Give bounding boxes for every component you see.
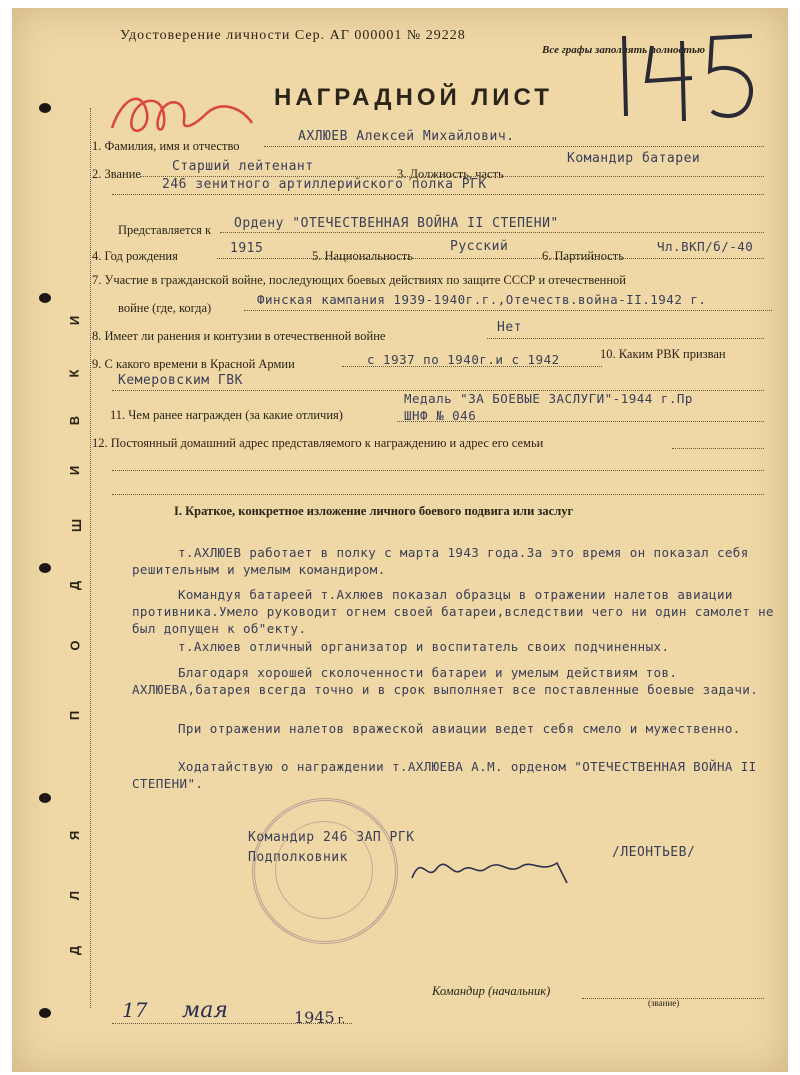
- field-4-label: 4. Год рождения: [92, 249, 178, 263]
- signer-name: /ЛЕОНТЬЕВ/: [612, 845, 696, 860]
- narrative-paragraph: Ходатайствую о награждении т.АХЛЮЕВА А.М. орденом "ОТЕЧЕСТВЕННАЯ ВОЙНА II СТЕПЕНИ".: [132, 759, 757, 791]
- date-day: 17: [122, 998, 148, 1022]
- field-3-value-2: 246 зенитного артиллерийского полка РГК: [162, 177, 487, 192]
- field-line: [342, 366, 602, 367]
- field-line: [112, 470, 764, 471]
- side-letter: И: [67, 465, 83, 476]
- narrative-paragraph: т.Ахлюев отличный организатор и воспитатель своих подчиненных.: [178, 639, 670, 654]
- certificate-line: Удостоверение личности Сер. АГ 000001 № 29228: [120, 28, 466, 43]
- side-letter: В: [67, 415, 83, 426]
- field-11-value-2: ШНФ № 046: [404, 408, 477, 423]
- field-7-value: Финская кампания 1939-1940г.г.,Отечеств.война-II.1942 г.: [257, 292, 707, 307]
- field-7-label-2: войне (где, когда): [118, 301, 212, 315]
- field-9-value: с 1937 по 1940г.и с 1942: [367, 352, 560, 367]
- field-line: [220, 232, 764, 233]
- field-line: [244, 310, 772, 311]
- round-seal: [252, 798, 398, 944]
- field-line: [217, 258, 764, 259]
- binding-hole: [39, 563, 51, 573]
- field-3-label: 3. Должность, часть: [397, 167, 504, 181]
- field-5-label: 5. Национальность: [312, 249, 413, 263]
- field-11-label: 11. Чем ранее награжден (за какие отличия): [110, 408, 343, 422]
- narrative-paragraph: Командуя батареей т.Ахлюев показал образцы в отражении налетов авиации противника.Умело руководит огнем своей батареи,вследствии чего ни один самолет не был допущен к об"екту.: [132, 587, 774, 636]
- signer-position: Командир 246 ЗАП РГК: [248, 830, 415, 845]
- side-letter: П: [67, 710, 83, 721]
- date-year: 1945: [294, 1008, 335, 1027]
- field-6-label: 6. Партийность: [542, 249, 624, 263]
- fill-note: Все графы заполнять полностью: [542, 44, 706, 56]
- side-letter: К: [66, 369, 82, 378]
- date-month: мая: [182, 998, 228, 1023]
- date-suffix: г.: [338, 1012, 345, 1026]
- field-8-value: Нет: [497, 320, 522, 335]
- binding-hole: [39, 293, 51, 303]
- field-line: [112, 194, 764, 195]
- field-line: [487, 338, 764, 339]
- handwritten-number: [612, 26, 772, 126]
- side-letter: О: [67, 640, 83, 651]
- narrative-paragraph: При отражении налетов вражеской авиации ведет себя смело и мужественно.: [178, 721, 741, 736]
- field-line: [672, 448, 764, 449]
- date-line: [112, 1023, 352, 1024]
- side-letter: Д: [67, 945, 83, 956]
- field-4-value: 1915: [230, 241, 264, 256]
- award-sheet: [12, 8, 788, 1072]
- rank-caption: (звание): [648, 998, 680, 1008]
- section-1-title: I. Краткое, конкретное изложение личного боевого подвига или заслуг: [174, 504, 574, 518]
- represented-value: Ордену "ОТЕЧЕСТВЕННАЯ ВОЙНА II СТЕПЕНИ": [234, 216, 559, 231]
- binding-hole: [39, 1008, 51, 1018]
- field-11-value: Медаль "ЗА БОЕВЫЕ ЗАСЛУГИ"-1944 г.Пр: [404, 391, 693, 406]
- field-7-label: 7. Участие в гражданской войне, последующих боевых действиях по защите СССР и отечественной: [92, 273, 626, 287]
- side-letter: И: [67, 315, 83, 326]
- field-1-label: 1. Фамилия, имя и отчество: [92, 139, 240, 153]
- field-1-value: АХЛЮЕВ Алексей Михайлович.: [298, 129, 515, 144]
- field-line: [264, 146, 764, 147]
- narrative-paragraph: Благодаря хорошей сколоченности батареи и умелым действиям тов. АХЛЮЕВА,батарея всегда точно и в срок выполняет все поставленные боевые задачи.: [132, 665, 759, 697]
- field-3-value: Командир батареи: [567, 151, 701, 166]
- binding-hole: [39, 793, 51, 803]
- field-2-label: 2. Звание: [92, 167, 141, 181]
- represented-label: Представляется к: [118, 223, 212, 237]
- left-margin-line: [90, 108, 91, 1008]
- page-title: НАГРАДНОЙ ЛИСТ: [274, 84, 553, 111]
- field-8-label: 8. Имеет ли ранения и контузии в отечественной войне: [92, 329, 386, 343]
- field-line: [397, 421, 764, 422]
- field-2-value: Старший лейтенант: [172, 159, 314, 174]
- field-line: [112, 494, 764, 495]
- narrative-paragraph: т.АХЛЮЕВ работает в полку с марта 1943 года.За это время он показал себя решительным и умелым командиром.: [132, 545, 749, 577]
- field-10-value: Кемеровским ГВК: [118, 373, 243, 388]
- field-10-label: 10. Каким РВК призван: [600, 347, 726, 361]
- commander-label: Командир (начальник): [432, 984, 551, 998]
- side-letter: Д: [67, 580, 83, 591]
- field-5-value: Русский: [450, 239, 509, 254]
- field-6-value: Чл.ВКП/б/-40: [657, 239, 754, 254]
- side-letter: Я: [67, 830, 83, 841]
- field-9-label: 9. С какого времени в Красной Армии: [92, 357, 295, 371]
- side-letter: Л: [67, 890, 83, 901]
- field-12-label: 12. Постоянный домашний адрес представляемого к награждению и адрес его семьи: [92, 436, 544, 450]
- binding-hole: [39, 103, 51, 113]
- handwritten-signature: [407, 848, 577, 888]
- signer-rank: Подполковник: [248, 850, 348, 865]
- red-scribble-mark: [102, 78, 262, 148]
- side-letter: Ш: [69, 518, 85, 533]
